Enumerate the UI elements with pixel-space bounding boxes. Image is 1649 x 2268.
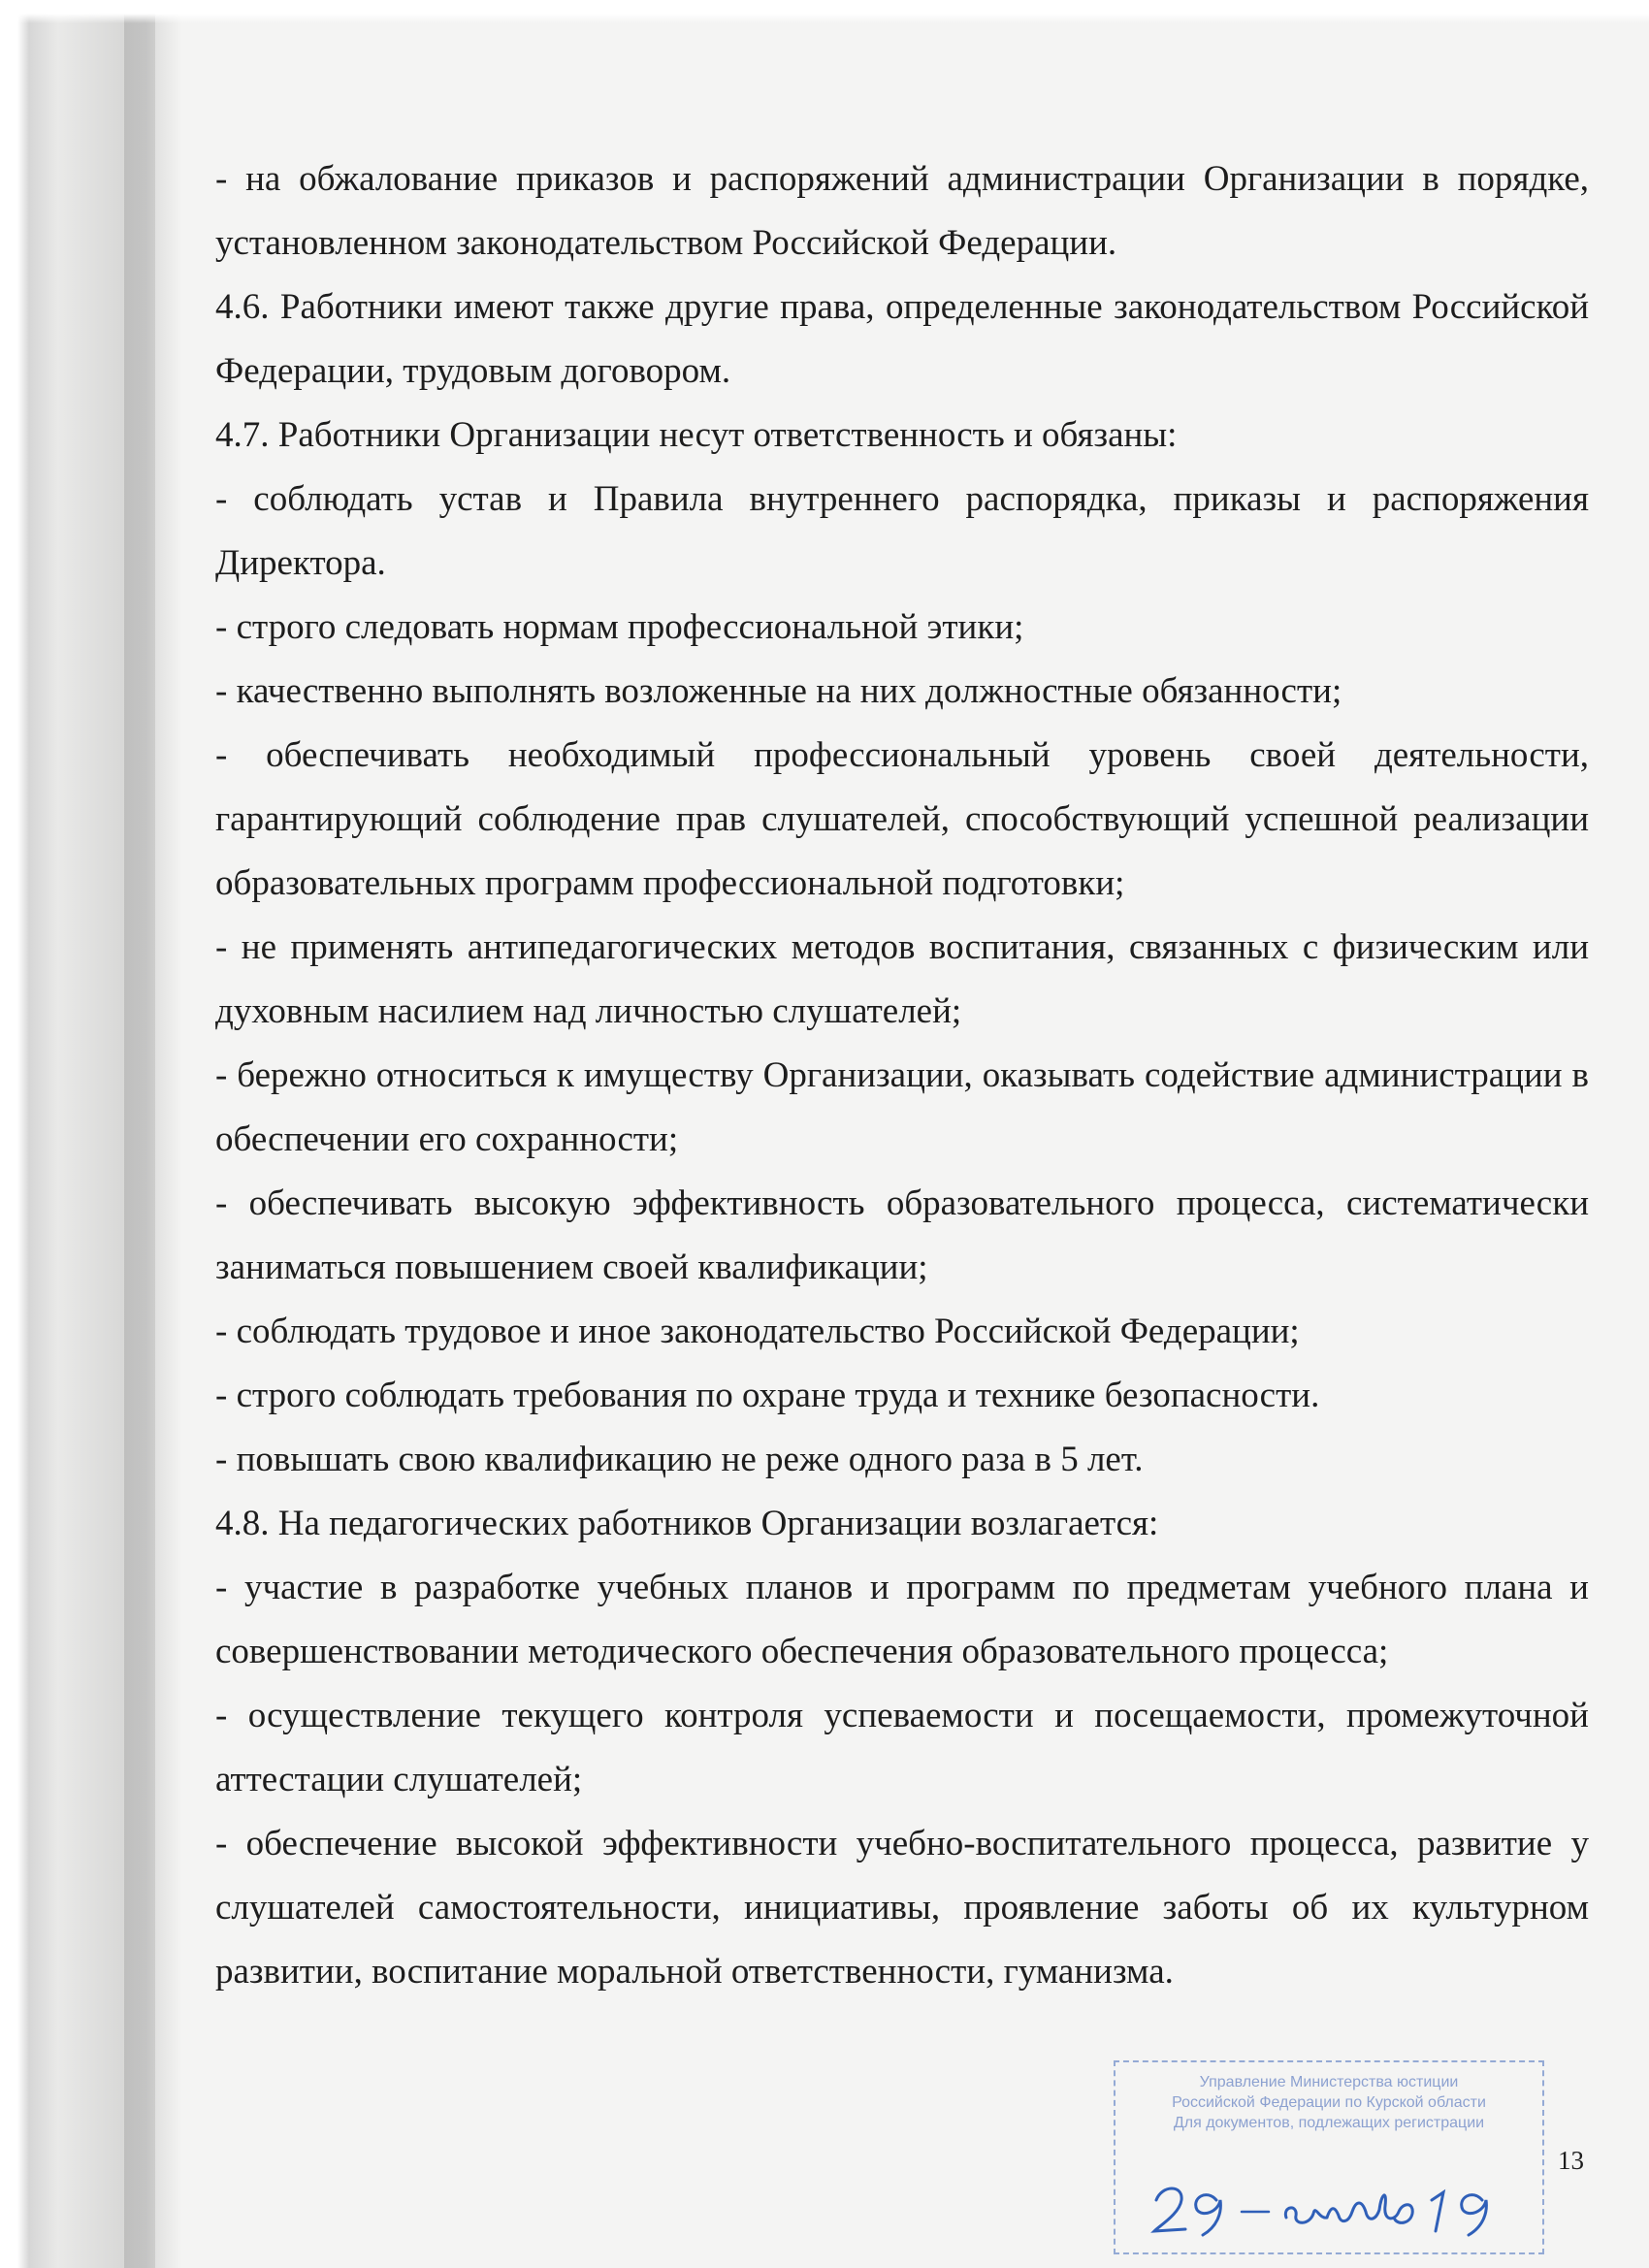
list-item-charter: - соблюдать устав и Правила внутреннего распорядка, приказы и распоряжения Директора. bbox=[215, 479, 1589, 583]
list-item-progress-control: - осуществление текущего контроля успеваемости и посещаемости, промежуточной аттестации слушателей; bbox=[215, 1696, 1589, 1799]
list-item-duties: - качественно выполнять возложенные на них должностные обязанности; bbox=[215, 671, 1342, 711]
list-item-efficiency: - обеспечивать высокую эффективность образовательного процесса, систематически заниматься повышением своей квалификации; bbox=[215, 1183, 1589, 1287]
scan-top-edge bbox=[0, 0, 1649, 23]
stamp-line-3: Для документов, подлежащих регистрации bbox=[1173, 2115, 1485, 2131]
scan-shadow-edge bbox=[0, 0, 155, 2268]
paragraph-4-8: 4.8. На педагогических работников Организации возлагается: bbox=[215, 1504, 1159, 1543]
document-body bbox=[215, 147, 1589, 2004]
list-item-labor-law: - соблюдать трудовое и иное законодательство Российской Федерации; bbox=[215, 1312, 1300, 1351]
list-item-ethics: - строго следовать нормам профессиональной этики; bbox=[215, 607, 1024, 647]
handwritten-date bbox=[1141, 2171, 1519, 2239]
list-item-professional-level: - обеспечивать необходимый профессиональный уровень своей деятельности, гарантирующий соблюдение прав слушателей, способствующий успешной реализации образовательных программ профессиональной подготовки; bbox=[215, 735, 1589, 903]
page-number: 13 bbox=[1558, 2146, 1584, 2175]
list-item-no-violence: - не применять антипедагогических методов воспитания, связанных с физическим или духовным насилием над личностью слушателей; bbox=[215, 927, 1589, 1031]
stamp-line-1: Управление Министерства юстиции bbox=[1199, 2074, 1459, 2090]
stamp-line-2: Российской Федерации по Курской области bbox=[1172, 2094, 1486, 2111]
list-item-property: - бережно относиться к имуществу Организации, оказывать содействие администрации в обеспечении его сохранности; bbox=[215, 1055, 1589, 1159]
paragraph-appeal-right: - на обжалование приказов и распоряжений администрации Организации в порядке, установленном законодательством Российской Федерации. bbox=[215, 159, 1589, 263]
paragraph-4-7: 4.7. Работники Организации несут ответственность и обязаны: bbox=[215, 415, 1178, 455]
list-item-qualification: - повышать свою квалификацию не реже одного раза в 5 лет. bbox=[215, 1440, 1144, 1479]
paragraph-4-6: 4.6. Работники имеют также другие права, определенные законодательством Российской Федерации, трудовым договором. bbox=[215, 287, 1589, 391]
list-item-curriculum: - участие в разработке учебных планов и программ по предметам учебного плана и совершенствовании методического обеспечения образовательного процесса; bbox=[215, 1568, 1589, 1671]
list-item-safety: - строго соблюдать требования по охране труда и технике безопасности. bbox=[215, 1376, 1320, 1415]
registration-stamp bbox=[1114, 2060, 1544, 2254]
list-item-education-process: - обеспечение высокой эффективности учебно-воспитательного процесса, развитие у слушателей самостоятельности, инициативы, проявление заботы об их культурном развитии, воспитание моральной ответственности, гуманизма. bbox=[215, 1824, 1589, 1992]
